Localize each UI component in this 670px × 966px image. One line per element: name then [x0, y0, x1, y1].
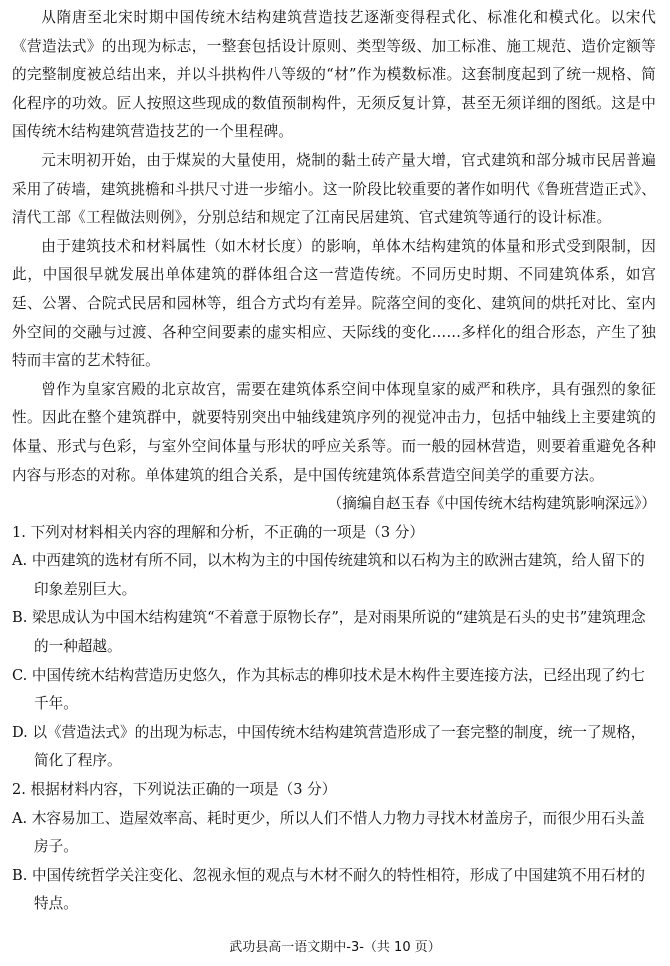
option-d: D. 以《营造法式》的出现为标志，中国传统木结构建筑营造形成了一套完整的制度，统一了规格，简化了程序。 [12, 723, 646, 770]
option-b: B. 梁思成认为中国木结构建筑“不着意于原物长存”，是对雨果所说的“建筑是石头的史书”建筑理念的一种超越。 [12, 609, 646, 656]
passage-paragraph-4: 曾作为皇家宫殿的北京故宫，需要在建筑体系空间中体现皇家的威严和秩序，具有强烈的象征性。因此在整个建筑群中，就要特别突出中轴线建筑序列的视觉冲击力，包括中轴线上主要建筑的体量、形式与色彩，与室外空间体量与形状的呼应关系等。而一般的园林营造，则要着重避免各种内容与形态的对称。单体建筑的组合关系，是中国传统建筑体系营造空间美学的重要方法。 [12, 380, 656, 484]
option-a: A. 中西建筑的选材有所不同，以木构为主的中国传统建筑和以石构为主的欧洲古建筑，给人留下的印象差别巨大。 [12, 552, 645, 598]
option-c: C. 中国传统木结构营造历史悠久，作为其标志的榫卯技术是木构件主要连接方法，已经出现了约七千年。 [12, 666, 645, 713]
option-a: A. 木容易加工、造屋效率高、耗时更少，所以人们不惜人力物力寻找木材盖房子，而很少用石头盖房子。 [12, 809, 645, 856]
question-2 [12, 776, 656, 919]
passage-source: （摘编自赵玉春《中国传统木结构建筑影响深远》） [327, 495, 656, 513]
question-stem: 2. 根据材料内容，下列说法正确的一项是（3 分） [12, 781, 337, 799]
passage-paragraph-3: 由于建筑技术和材料属性（如木材长度）的影响，单体木结构建筑的体量和形式受到限制，因此，中国很早就发展出单体建筑的群体组合这一营造传统。不同历史时期、不同建筑体系，如宫廷、公署、合院式民居和园林等，组合方式均有差异。院落空间的变化、建筑间的烘托对比、室内外空间的交融与过渡、各种空间要素的虚实相应、天际线的变化……多样化的组合形态，产生了独特而丰富的艺术特征。 [12, 237, 656, 370]
question-stem: 1. 下列对材料相关内容的理解和分析，不正确的一项是（3 分） [12, 523, 424, 541]
question-1 [12, 519, 656, 776]
passage-paragraph-2: 元末明初开始，由于煤炭的大量使用，烧制的黏土砖产量大增，官式建筑和部分城市民居普遍采用了砖墙，建筑挑檐和斗拱尺寸进一步缩小。这一阶段比较重要的著作如明代《鲁班营造正式》、清代工部《工程做法则例》，分别总结和规定了江南民居建筑、官式建筑等通行的设计标准。 [12, 151, 656, 227]
passage-paragraph-1: 从隋唐至北宋时期中国传统木结构建筑营造技艺逐渐变得程式化、标准化和模式化。以宋代《营造法式》的出现为标志，一整套包括设计原则、类型等级、加工标准、施工规范、造价定额等的完整制度被总结出来，并以斗拱构件八等级的“材”作为模数标准。这套制度起到了统一规格、简化程序的功效。匠人按照这些现成的数值预制构件，无须反复计算，甚至无须详细的图纸。这是中国传统木结构建筑营造技艺的一个里程碑。 [12, 9, 656, 141]
page-footer: 武功县高一语文期中-3-（共 10 页） [229, 940, 441, 955]
option-b: B. 中国传统哲学关注变化、忽视永恒的观点与木材不耐久的特性相符，形成了中国建筑不用石材的特点。 [12, 866, 645, 913]
